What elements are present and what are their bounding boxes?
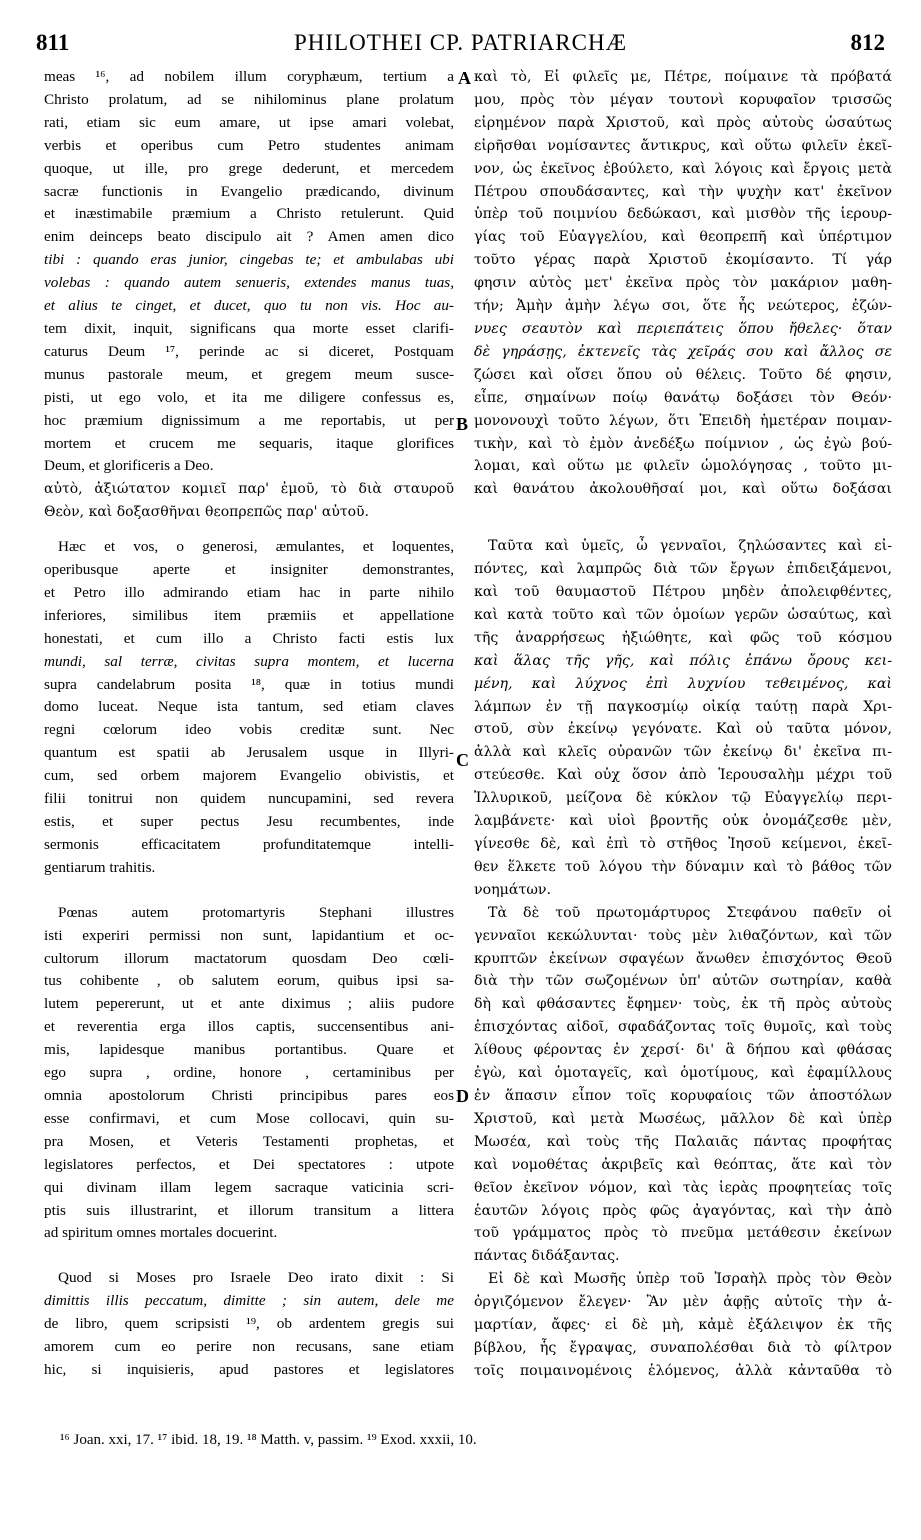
greek-line: Ἰλλυρικοῦ, μείζονα δὲ κύκλον τῷ Εὐαγγελίῳ περι- xyxy=(474,790,892,807)
greek-line: Μωσέα, καὶ τοὺς τῆς Παλαιᾶς πάντας προφήτας xyxy=(474,1133,892,1150)
greek-line: δὲ γηράσῃς, ἐκτενεῖς τὰς χεῖράς σου καὶ ἄλλος σε xyxy=(474,343,892,360)
greek-line: Ταῦτα καὶ ὑμεῖς, ὦ γενναῖοι, ζηλώσαντες καὶ εἰ- xyxy=(488,538,892,555)
greek-line: τοῦ γράμματος πρὸς τὸ πνεῦμα μετάθεσιν ἐκείνων xyxy=(474,1225,892,1242)
greek-line: ζώσει καὶ οἴσει ὅπου οὐ θέλεις. Τοῦτο δέ φησιν, xyxy=(474,366,892,383)
latin-line: esse confirmavi, et cum Mose collocavi, quin su- xyxy=(44,1109,454,1127)
latin-line: ptis suis illustrarint, et illorum transitum a littera xyxy=(44,1201,454,1219)
latin-line: et inæstimabile præmium a Christo retulerunt. Quid xyxy=(44,205,454,223)
latin-line: tibi : quando eras junior, cingebas te; et ambulabas ubi xyxy=(44,251,454,269)
greek-line: νοημάτων. xyxy=(474,881,552,898)
greek-line: ἐγὼ, καὶ ὁμοταγεῖς, καὶ ὁμοτίμους, καὶ ἐφαμίλλους xyxy=(474,1065,892,1082)
latin-line: αὐτὸ, ἀξιώτατον κομιεῖ παρ' ἐμοῦ, τὸ διὰ σταυροῦ xyxy=(44,481,454,498)
greek-line: θεῖον ἐκεῖνον νόμον, καὶ τὰς ἱερὰς προφητείας τοῖς xyxy=(474,1179,892,1196)
greek-line: λομαι, καὶ οὕτω με φιλεῖν ὡμολόγησας , τοῦτο μι- xyxy=(474,458,892,475)
greek-line: πόντες, καὶ λαμπρῶς διὰ τῶν ἔργων ἐπιδειξάμενοι, xyxy=(474,561,892,578)
latin-line: volebas : quando autem senueris, extendes manus tuas, xyxy=(44,274,454,292)
latin-line: et alius te cinget, et ducet, quo tu non vis. Hoc au- xyxy=(44,297,454,315)
greek-line: νυες σεαυτὸν καὶ περιεπάτεις ὅπου ἤθελες· ὅταν xyxy=(474,320,892,337)
greek-line: τῆς ἀναρρήσεως ἠξιώθητε, καὶ φῶς τοῦ κόσμου xyxy=(474,629,892,646)
margin-mark-d: D xyxy=(456,1086,469,1106)
greek-line: τικὴν, καὶ τὸ ἐμὸν ἀνεδέξω ποίμνιον , ὡς ἐγὼ βού- xyxy=(474,435,892,452)
latin-line: gentiarum trahitis. xyxy=(44,858,156,876)
latin-line: rati, etiam sic eum amare, ut ipse amari volebat, xyxy=(44,113,454,131)
greek-line: μονονουχὶ τοῦτο λέγων, ὅτι Ἐπειδὴ ἡμετέραν ποιμαν- xyxy=(474,412,892,429)
latin-line: domo luceat. Neque ista tantum, sed etiam claves xyxy=(44,698,454,716)
margin-mark-c: C xyxy=(456,750,469,770)
latin-line: supra candelabrum posita ¹⁸, quæ in totius mundi xyxy=(44,675,454,693)
latin-line: filii tonitrui non quidem nuncupamini, sed revera xyxy=(44,790,454,808)
latin-line: inferiores, similibus item præmiis et appellatione xyxy=(44,606,454,624)
latin-line: sermonis efficacitatem profunditatemque intelli- xyxy=(44,835,454,853)
greek-line: πάντας διδάξαντας. xyxy=(474,1248,620,1265)
greek-line: Χριστοῦ, καὶ μετὰ Μωσέως, μᾶλλον δὲ καὶ ὑπὲρ xyxy=(474,1110,892,1127)
latin-column xyxy=(44,66,454,1382)
margin-mark-b: B xyxy=(456,414,469,434)
greek-line: εἰρημένον παρὰ Χριστοῦ, καὶ πρὸς αὐτοὺς ὡσαύτως xyxy=(474,114,892,131)
greek-line: Πέτρου σπουδάσαντες, καὶ τὴν ψυχὴν κατ' ἐκεῖνον xyxy=(474,183,892,200)
latin-line: qui divinam illam legem sacraque vaticinia scri- xyxy=(44,1178,454,1196)
greek-line: λάμπων ἐν τῇ παγκοσμίῳ οἰκίᾳ ταύτῃ παρὰ Χρι- xyxy=(474,698,892,715)
greek-line: καὶ τὸ, Εἰ φιλεῖς με, Πέτρε, ποίμαινε τὰ πρόβατά xyxy=(474,69,892,85)
greek-line: ἀλλὰ καὶ κλεῖς οὐρανῶν τῶν ἐκείνῳ δι' ἐκεῖνα πι- xyxy=(474,744,892,761)
latin-line: meas ¹⁶, ad nobilem illum coryphæum, tertium a xyxy=(44,68,454,85)
latin-line: quantum est spatii ab Jerusalem usque in Illyri- xyxy=(44,744,454,762)
latin-line: cultorum illorum mactatorum quosdam Deo cœli- xyxy=(44,949,454,967)
latin-line: isti experiri permissi non sunt, lapidantium et oc- xyxy=(44,926,454,944)
latin-line: Θεὸν, καὶ δοξασθῆναι θεοπρεπῶς παρ' αὐτοῦ. xyxy=(44,504,370,521)
running-header xyxy=(36,30,885,60)
greek-line: καὶ ἅλας τῆς γῆς, καὶ πόλις ἐπάνω ὄρους κει- xyxy=(474,652,892,669)
latin-line: hoc præmium dignissimum a me reportabis, ut per xyxy=(44,411,454,429)
greek-line: λίθους φέροντας ἐν χερσί· δι' ἃ δήπου καὶ φθάσας xyxy=(474,1042,892,1059)
running-title: PHILOTHEI CP. PATRIARCHÆ xyxy=(293,30,628,55)
greek-line: νον, ὡς ἐκεῖνος ἐβούλετο, καὶ λόγοις καὶ ἔργοις μετὰ xyxy=(474,160,892,177)
latin-line: dimittis illis peccatum, dimitte ; sin autem, dele me xyxy=(44,1292,454,1310)
latin-line: de libro, quem scripsisti ¹⁹, ob ardentem gregis sui xyxy=(44,1315,454,1333)
greek-line: τοῦτο γέρας παρὰ Χριστοῦ ἐκομίσαντο. Τί γάρ xyxy=(474,252,892,269)
latin-line: omnia apostolorum Christi principibus pares eos xyxy=(44,1086,454,1104)
greek-line: γίνεσθε δὲ, καὶ ἐπὶ τὸ στῆθος Ἰησοῦ κείμενοι, ἐκεῖ- xyxy=(474,836,892,852)
greek-line: Εἰ δὲ καὶ Μωσῆς ὑπὲρ τοῦ Ἰσραὴλ πρὸς τὸν Θεὸν xyxy=(488,1271,892,1288)
greek-line: καὶ νομοθέτας ἀκριβεῖς καὶ θεόπτας, ἅτε καὶ τὸν xyxy=(474,1156,892,1173)
greek-line: μου, πρὸς τὸν μέγαν τουτονὶ κορυφαῖον τρισσῶς xyxy=(474,91,892,108)
greek-line: θεν ἕλκετε τοῦ λόγου τὴν δύναμιν καὶ τὸ βάθος τῶν xyxy=(474,858,892,875)
greek-line: τήν; Ἀμὴν ἀμὴν λέγω σοι, ὅτε ἦς νεώτερος, ἐζών- xyxy=(474,298,892,315)
greek-line: λαμβάνετε· καὶ υἱοὶ βροντῆς οὐκ ὀνομάζεσθε μὲν, xyxy=(474,813,892,830)
greek-line: φησιν αὐτὸς μετ' ἐκεῖνα πρὸς τὸν μακάριον μαθη- xyxy=(474,275,892,292)
greek-line: δὴ καὶ φθάσαντες ἔφημεν· τοὺς, ἐκ τῆ πρὸς αὐτοὺς xyxy=(474,996,892,1013)
right-page-number: 812 xyxy=(850,30,885,55)
latin-line: Christo prolatum, ad se nihilominus plane prolatum xyxy=(44,90,454,108)
margin-mark-a: A xyxy=(458,68,471,88)
latin-line: legislatores perfectos, et Dei spectatores : utpote xyxy=(44,1155,454,1173)
left-page-number: 811 xyxy=(36,30,70,55)
latin-line: honestati, et cum illo a Christo facti estis lux xyxy=(44,629,454,647)
latin-line: et Petro illo admirando etiam hac in parte nihilo xyxy=(44,583,454,601)
latin-line: Hæc et vos, o generosi, æmulantes, et loquentes, xyxy=(58,538,454,556)
latin-line: Pœnas autem protomartyris Stephani illustres xyxy=(58,903,454,921)
latin-line: enim deinceps beato discipulo ait ? Amen amen dico xyxy=(44,228,454,246)
latin-line: amorem cum eo perire non recusans, sane etiam xyxy=(44,1338,454,1356)
greek-column xyxy=(474,66,892,1383)
greek-line: μαρτίαν, ἄφες· εἰ δὲ μὴ, κἀμὲ ἐξάλειψον ἐκ τῆς xyxy=(474,1317,892,1334)
greek-line: ὀργιζόμενον ἔλεγεν· Ἂν μὲν ἀφῇς αὐτοῖς τὴν ἁ- xyxy=(474,1294,892,1311)
greek-line: ἑαυτῶν λόγοις πρὸς φῶς ἀγαγόντας, καὶ τὴν ἀπὸ xyxy=(474,1202,892,1219)
latin-line: ad spiritum omnes mortales docuerint. xyxy=(44,1224,278,1242)
latin-line: cum, sed orbem majorem Evangelio obivistis, et xyxy=(44,767,454,785)
latin-line: caturus Deum ¹⁷, perinde ac si diceret, Postquam xyxy=(44,342,454,360)
greek-line: στοῦ, σὺν ἐκείνῳ γεγόνατε. Καὶ οὐ ταῦτα μόνον, xyxy=(474,721,892,738)
greek-line: καὶ κατὰ τοῦτο καὶ τῶν ὁμοίων γερῶν ὡσαύτως, καὶ xyxy=(474,606,892,623)
latin-line: Deum, et glorificeris a Deo. xyxy=(44,457,214,475)
latin-line: mortem et crucem me sequaris, itaque glorifices xyxy=(44,434,454,452)
latin-line: hic, si inquisieris, apud pastores et legislatores xyxy=(44,1360,454,1378)
greek-line: διὰ τὴν τῶν σωζομένων ὑπ' αὐτῶν σωτηρίαν, καθὰ xyxy=(474,973,892,990)
latin-line: lutem pepererunt, ut et ante diximus ; aliis pudore xyxy=(44,995,454,1013)
greek-line: Τὰ δὲ τοῦ πρωτομάρτυρος Στεφάνου παθεῖν οἱ xyxy=(488,904,892,921)
greek-line: καὶ τοῦ θαυμαστοῦ Πέτρου μηδὲν ἀπολειφθέντες, xyxy=(474,584,892,601)
greek-line: ἐπισχόντας αἰδοῖ, σφαδάζοντας τοῖς θυμοῖς, καὶ τοὺς xyxy=(474,1019,892,1036)
greek-line: κρυπτῶν ἐκείνων σφαγέων ἄνωθεν ἐπισχόντος Θεοῦ xyxy=(474,950,892,967)
latin-line: pra Mosen, et Veteris Testamenti prophetas, et xyxy=(44,1132,454,1150)
greek-line: ὑπὲρ τοῦ ποιμνίου δεδώκασι, καὶ μισθὸν τῆς ἱερουρ- xyxy=(474,206,892,223)
latin-line: regni cœlorum ideo vobis creditæ sunt. Nec xyxy=(44,721,454,739)
latin-line: estis, et super pectus Jesu recumbentes, inde xyxy=(44,813,454,830)
latin-line: sacræ functionis in Evangelio prædicando, divinum xyxy=(44,182,454,200)
latin-line: tem dixit, inquit, significans qua morte esset clarifi- xyxy=(44,319,454,337)
latin-line: tus cohibente , ob salutem eorum, quibus ipsi sa- xyxy=(44,972,454,990)
greek-line: γενναῖοι κεκώλυνται· τοὺς μὲν λιθαζόντων, καὶ τῶν xyxy=(474,927,892,944)
greek-line: γίας τοῦ Εὐαγγελίου, καὶ θεοπρεπῆ καὶ ὑπέρτιμον xyxy=(474,229,892,246)
latin-line: Quod si Moses pro Israele Deo irato dixit : Si xyxy=(58,1269,454,1287)
latin-line: pisti, ut ego volo, et ita me diligere confessus es, xyxy=(44,388,454,406)
greek-line: εἰρῆσθαι νομίσαντες ἄντικρυς, καὶ οὕτω φιλεῖν ἐκεῖ- xyxy=(474,137,892,154)
greek-line: εἶπε, σημαίνων ποίῳ θανάτῳ δοξάσει τὸν Θεόν· xyxy=(474,389,892,406)
latin-line: verbis et operibus cum Petro studentes animam xyxy=(44,136,454,154)
latin-line: munus pastorale meum, et gregem meum susce- xyxy=(44,365,454,383)
latin-line: et reverentia erga illos captis, succensentibus ani- xyxy=(44,1018,454,1036)
greek-line: μένη, καὶ λύχνος ἐπὶ λυχνίου τεθειμένος, καὶ xyxy=(474,675,892,692)
latin-line: operibusque aperte et insigniter demonstrantes, xyxy=(44,561,454,579)
latin-line: ego supra , ordine, honore , certaminibus per xyxy=(44,1064,454,1082)
greek-line: ἐν ἅπασιν εἶπον τοῖς κορυφαίοις τῶν ἀποστόλων xyxy=(474,1087,892,1104)
greek-line: βίβλου, ἧς ἔγραψας, συναπολέσθαι διὰ τὸ φίλτρον xyxy=(474,1339,892,1356)
greek-line: καὶ θανάτου ἀκολουθῆσαί μοι, καὶ οὕτω δοξάσαι xyxy=(474,481,892,498)
latin-line: mis, lapidesque manibus portantibus. Quare et xyxy=(44,1041,454,1059)
latin-line: quoque, ut ille, pro grege dederunt, et mercedem xyxy=(44,159,454,177)
greek-line: τοῖς ποιμαινομένοις ἑλόμενος, ἀλλὰ κἀνταῦθα τὸ xyxy=(474,1362,892,1379)
latin-line: mundi, sal terræ, civitas supra montem, et lucerna xyxy=(44,652,454,670)
greek-line: στεύεσθε. Καὶ οὐχ ὅσον ἀπὸ Ἱερουσαλὴμ μέχρι τοῦ xyxy=(474,767,892,784)
footnotes: ¹⁶ Joan. xxi, 17. ¹⁷ ibid. 18, 19. ¹⁸ Matth. v, passim. ¹⁹ Exod. xxxii, 10. xyxy=(60,1432,477,1448)
